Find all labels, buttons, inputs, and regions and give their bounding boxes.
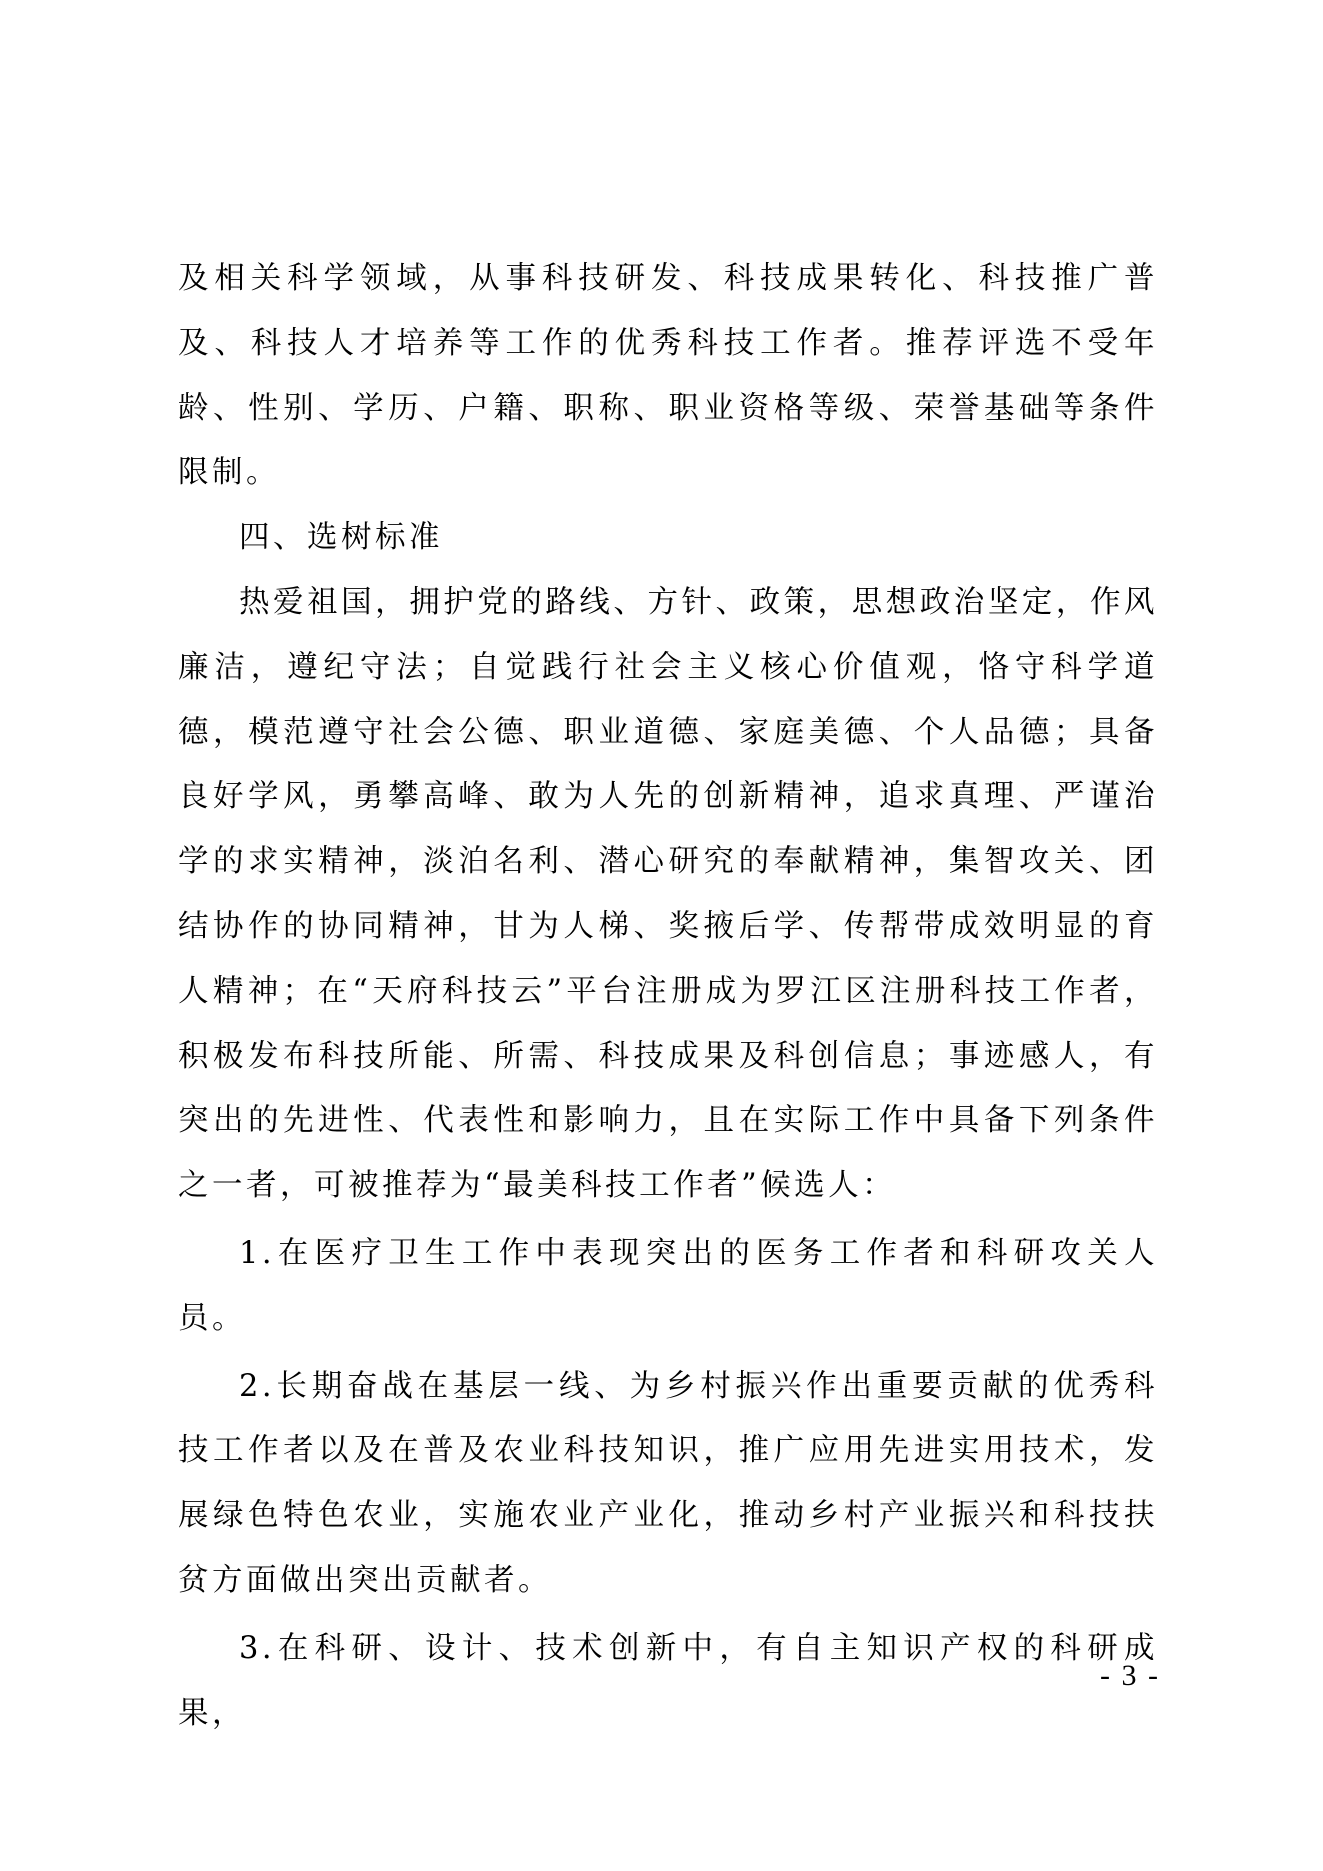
list-item-1: 1.在医疗卫生工作中表现突出的医务工作者和科研攻关人员。 [178, 1235, 1158, 1336]
body-text [178, 247, 1158, 1746]
paragraph-criteria: 热爱祖国，拥护党的路线、方针、政策，思想政治坚定，作风廉洁，遵纪守法；自觉践行社会主义核心价值观，恪守科学道德，模范遵守社会公德、职业道德、家庭美德、个人品德；具备良好学风，勇攀高峰、敢为人先的创新精神，追求真理、严谨治学的求实精神，淡泊名利、潜心研究的奉献精神，集智攻关、团结协作的协同精神，甘为人梯、奖掖后学、传帮带成效明显的育人精神；在“天府科技云”平台注册成为罗江区注册科技工作者，积极发布科技所能、所需、科技成果及科创信息；事迹感人，有突出的先进性、代表性和影响力，且在实际工作中具备下列条件之一者，可被推荐为“最美科技工作者”候选人： [178, 584, 1158, 1204]
page-number: - 3 - [1100, 1659, 1160, 1692]
paragraph-eligibility: 及相关科学领域，从事科技研发、科技成果转化、科技推广普及、科技人才培养等工作的优秀科技工作者。推荐评选不受年龄、性别、学历、户籍、职称、职业资格等级、荣誉基础等条件限制。 [178, 261, 1158, 491]
list-item-2: 2.长期奋战在基层一线、为乡村振兴作出重要贡献的优秀科技工作者以及在普及农业科技知识，推广应用先进实用技术，发展绿色特色农业，实施农业产业化，推动乡村产业振兴和科技扶贫方面做出突出贡献者。 [178, 1368, 1158, 1598]
list-item-3: 3.在科研、设计、技术创新中，有自主知识产权的科研成果， [178, 1630, 1158, 1731]
section-heading-selection-criteria: 四、选树标准 [239, 520, 443, 556]
